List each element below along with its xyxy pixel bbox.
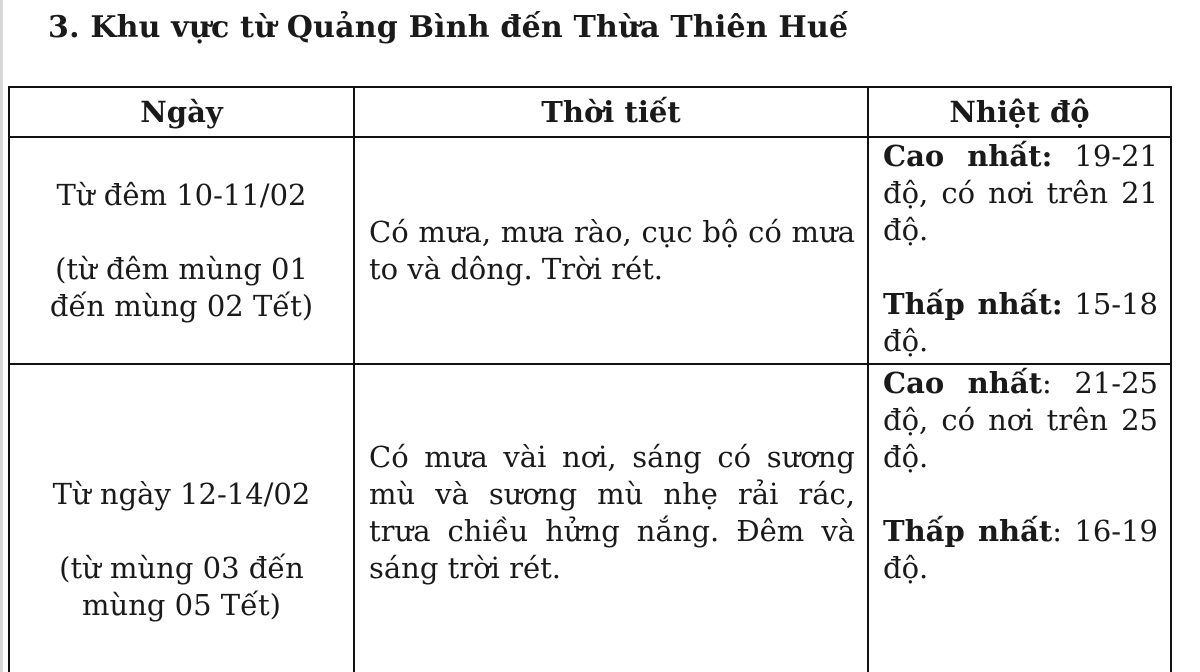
- section-heading: 3. Khu vực từ Quảng Bình đến Thừa Thiên Huế: [48, 10, 849, 45]
- weather-text: Có mưa vài nơi, sáng có sương mù và sương mù nhẹ rải rác, trưa chiều hửng nắng. Đêm và sáng trời rét.: [369, 440, 855, 585]
- high-temp: [883, 365, 1158, 476]
- day-lunar-range-cont: mùng 05 Tết): [82, 588, 281, 622]
- day-cell: [9, 137, 354, 364]
- day-cell: [9, 364, 354, 672]
- low-temp-label: Thấp nhất:: [883, 287, 1063, 321]
- low-temp: [883, 513, 1158, 587]
- high-temp-value: : 21-25 độ, có nơi trên 25 độ.: [883, 366, 1159, 474]
- page-left-edge: [0, 0, 3, 672]
- header-day: Ngày: [9, 87, 354, 137]
- temperature-cell: [868, 364, 1171, 672]
- low-temp-label: Thấp nhất: [883, 514, 1053, 548]
- header-weather: Thời tiết: [354, 87, 868, 137]
- day-lunar-range-cont: đến mùng 02 Tết): [49, 288, 314, 323]
- table-header-row: [9, 87, 1171, 137]
- low-temp: [883, 286, 1158, 360]
- table-row: [9, 364, 1171, 672]
- low-temp-value: : 16-19 độ.: [883, 514, 1158, 585]
- forecast-table: [8, 86, 1172, 672]
- high-temp-label: Cao nhất:: [883, 139, 1053, 173]
- weather-cell: [354, 137, 868, 364]
- high-temp-label: Cao nhất: [883, 366, 1043, 400]
- day-range: Từ ngày 12-14/02: [52, 477, 311, 511]
- day-range: Từ đêm 10-11/02: [56, 177, 307, 212]
- weather-cell: [354, 364, 868, 672]
- high-temp: [883, 138, 1158, 249]
- low-temp-value: 15-18 độ.: [883, 287, 1158, 358]
- day-lunar-range: (từ đêm mùng 01: [55, 251, 308, 286]
- temperature-cell: [868, 137, 1171, 364]
- day-lunar-range: (từ mùng 03 đến: [59, 551, 304, 585]
- weather-text: Có mưa, mưa rào, cục bộ có mưa to và dông. Trời rét.: [369, 214, 855, 286]
- header-temperature: Nhiệt độ: [868, 87, 1171, 137]
- table-row: [9, 137, 1171, 364]
- high-temp-value: 19-21 độ, có nơi trên 21 độ.: [883, 139, 1159, 247]
